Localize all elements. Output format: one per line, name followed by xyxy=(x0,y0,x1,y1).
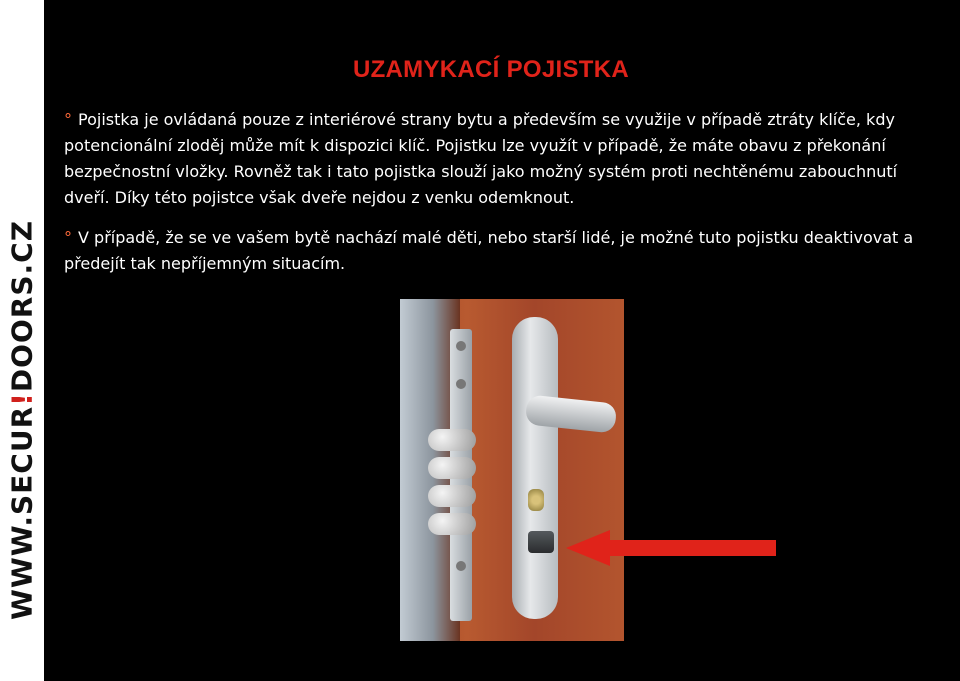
screw-icon xyxy=(456,561,466,571)
screw-icon xyxy=(456,341,466,351)
paragraph-1 xyxy=(64,107,920,211)
screw-icon xyxy=(456,379,466,389)
pointer-arrow-icon xyxy=(566,528,776,568)
key-cylinder-icon xyxy=(528,489,544,511)
side-logo-part1: WWW.SECUR xyxy=(5,405,39,620)
handle-escutcheon xyxy=(512,317,558,619)
side-logo-accent: ! xyxy=(5,392,39,406)
bullet-icon: ° xyxy=(64,110,72,129)
bolt-icon xyxy=(428,485,476,507)
door-lock-photo xyxy=(400,299,624,641)
bullet-icon: ° xyxy=(64,228,72,247)
bolt-icon xyxy=(428,513,476,535)
side-logo-part2: DOORS.CZ xyxy=(5,220,39,393)
bolt-icon xyxy=(428,457,476,479)
bolt-icon xyxy=(428,429,476,451)
thumbturn-lock-icon xyxy=(528,531,554,553)
side-logo-text xyxy=(6,220,39,620)
paragraph-2-text: V případě, že se ve vašem bytě nachází malé děti, nebo starší lidé, je možné tuto pojistku deaktivovat a předejít tak nepříjemným situacím. xyxy=(64,228,914,273)
paragraph-1-text: Pojistka je ovládaná pouze z interiérové strany bytu a především se využije v případě ztráty klíče, kdy potencionální zloděj může mít k dispozici klíč. Pojistku lze využít v případě, že máte obavu z překonání bezpečnostní vložky. Rovněž tak i tato pojistka slouží jako možný systém proti nechtěnému zabouchnutí dveří. Díky této pojistce však dveře nejdou z venku odemknout. xyxy=(64,110,898,207)
paragraph-2 xyxy=(64,225,920,277)
side-logo-strip xyxy=(0,0,44,681)
page-title: UZAMYKACÍ POJISTKA xyxy=(352,56,630,83)
